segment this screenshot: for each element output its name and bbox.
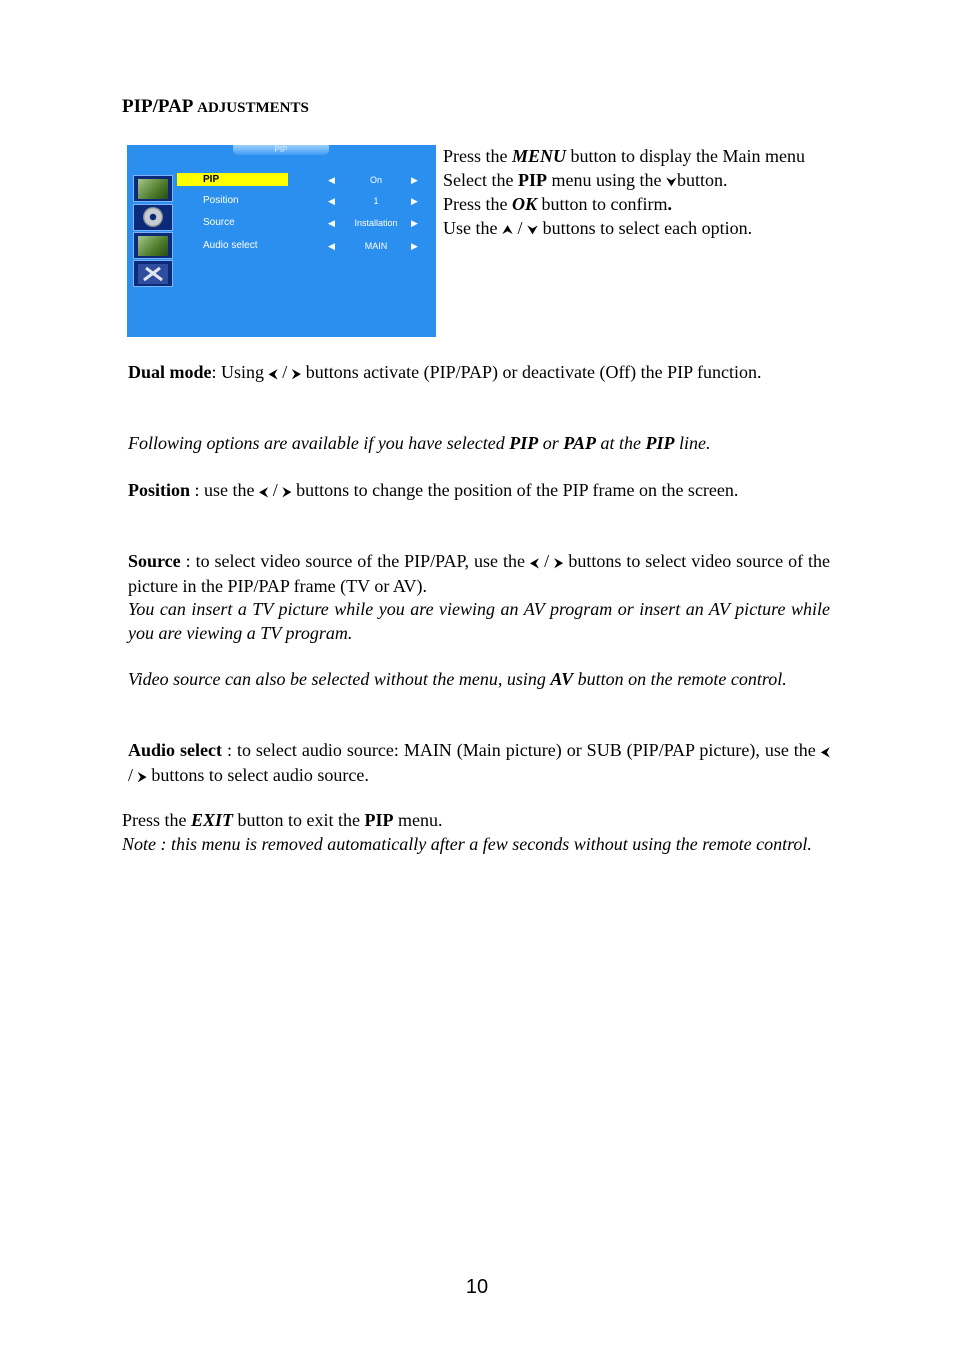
- right-arrow-icon: ⮞: [554, 555, 564, 570]
- osd-label: PIP: [203, 174, 220, 185]
- left-arrow-icon: ⮜: [259, 484, 269, 499]
- dual-mode-paragraph: Dual mode: Using ⮜ / ⮞ buttons activate (PIP/PAP) or deactivate (Off) the PIP function.: [128, 362, 762, 382]
- osd-row-position[interactable]: [177, 194, 427, 208]
- osd-row-source[interactable]: [177, 216, 427, 230]
- right-arrow-icon: ⮞: [137, 768, 147, 784]
- exit-paragraph: Press the EXIT button to exit the PIP menu. Note : this menu is removed automatically after a few seconds without using the remote control.: [122, 810, 812, 854]
- osd-label: Source: [203, 217, 235, 228]
- right-arrow-icon: ▶: [411, 241, 418, 251]
- following-note: Following options are available if you have selected PIP or PAP at the PIP line.: [128, 433, 711, 453]
- osd-sidebar: [133, 175, 173, 287]
- intro-line-3: Press the OK button to confirm.: [443, 194, 672, 215]
- osd-value: Installation: [354, 218, 398, 228]
- left-arrow-icon: ◀: [328, 196, 335, 206]
- left-arrow-icon: ⮜: [529, 555, 540, 570]
- disc-icon: [133, 204, 173, 231]
- tools-icon: [133, 260, 173, 287]
- osd-row-audio-select[interactable]: [177, 239, 427, 253]
- right-arrow-icon: ▶: [411, 175, 418, 185]
- position-paragraph: Position : use the ⮜ / ⮞ buttons to change the position of the PIP frame on the screen.: [128, 480, 739, 500]
- left-arrow-icon: ◀: [328, 218, 335, 228]
- right-arrow-icon: ▶: [411, 196, 418, 206]
- left-arrow-icon: ⮜: [268, 366, 278, 381]
- exit-note: Note : this menu is removed automatically after a few seconds without using the remote control.: [122, 833, 812, 854]
- video-source-note: Video source can also be selected without the menu, using AV button on the remote control.: [128, 669, 787, 689]
- left-arrow-icon: ◀: [328, 175, 335, 185]
- section-heading: [122, 96, 309, 118]
- down-arrow-icon: ⮟: [527, 221, 539, 237]
- right-arrow-icon: ▶: [411, 218, 418, 228]
- osd-value: On: [369, 175, 382, 185]
- right-arrow-icon: ⮞: [282, 484, 292, 499]
- intro-line-1: Press the MENU button to display the Main menu: [443, 146, 805, 166]
- down-arrow-icon: ⮟: [665, 173, 678, 189]
- pip-icon: [133, 232, 173, 259]
- intro-instructions: [443, 145, 833, 241]
- osd-row-pip[interactable]: [177, 173, 427, 187]
- audio-select-paragraph: Audio select : to select audio source: MAIN (Main picture) or SUB (PIP/PAP picture), use the ⮜ / ⮞ buttons to select audio source.: [128, 740, 830, 785]
- heading-sub: ADJUSTMENTS: [197, 100, 309, 116]
- source-note: You can insert a TV picture while you are viewing an AV program or insert an AV picture while you are viewing a TV program.: [128, 599, 830, 643]
- osd-highlight: [177, 173, 288, 186]
- osd-value: 1: [373, 196, 379, 206]
- heading-main: PIP/PAP: [122, 96, 193, 117]
- right-arrow-icon: ⮞: [291, 366, 302, 381]
- osd-title: PIP: [233, 145, 329, 155]
- intro-line-4: Use the ⮝ / ⮟ buttons to select each option.: [443, 217, 753, 238]
- up-arrow-icon: ⮝: [501, 221, 514, 237]
- left-arrow-icon: ◀: [328, 241, 335, 251]
- intro-line-2: Select the PIP menu using the ⮟button.: [443, 169, 728, 190]
- page-number: 10: [465, 1276, 489, 1298]
- source-paragraph: Source : to select video source of the PIP/PAP, use the ⮜ / ⮞ buttons to select video source of the picture in the PIP/PAP frame (TV or AV). You can insert a TV picture while you are viewing an AV program or insert an AV picture while you are viewing a TV program.: [128, 551, 830, 643]
- osd-label: Audio select: [203, 240, 258, 251]
- osd-label: Position: [203, 195, 239, 206]
- picture-icon: [133, 175, 173, 202]
- left-arrow-icon: ⮜: [820, 744, 830, 759]
- pip-menu-screenshot: [127, 145, 436, 337]
- osd-value: MAIN: [364, 241, 388, 251]
